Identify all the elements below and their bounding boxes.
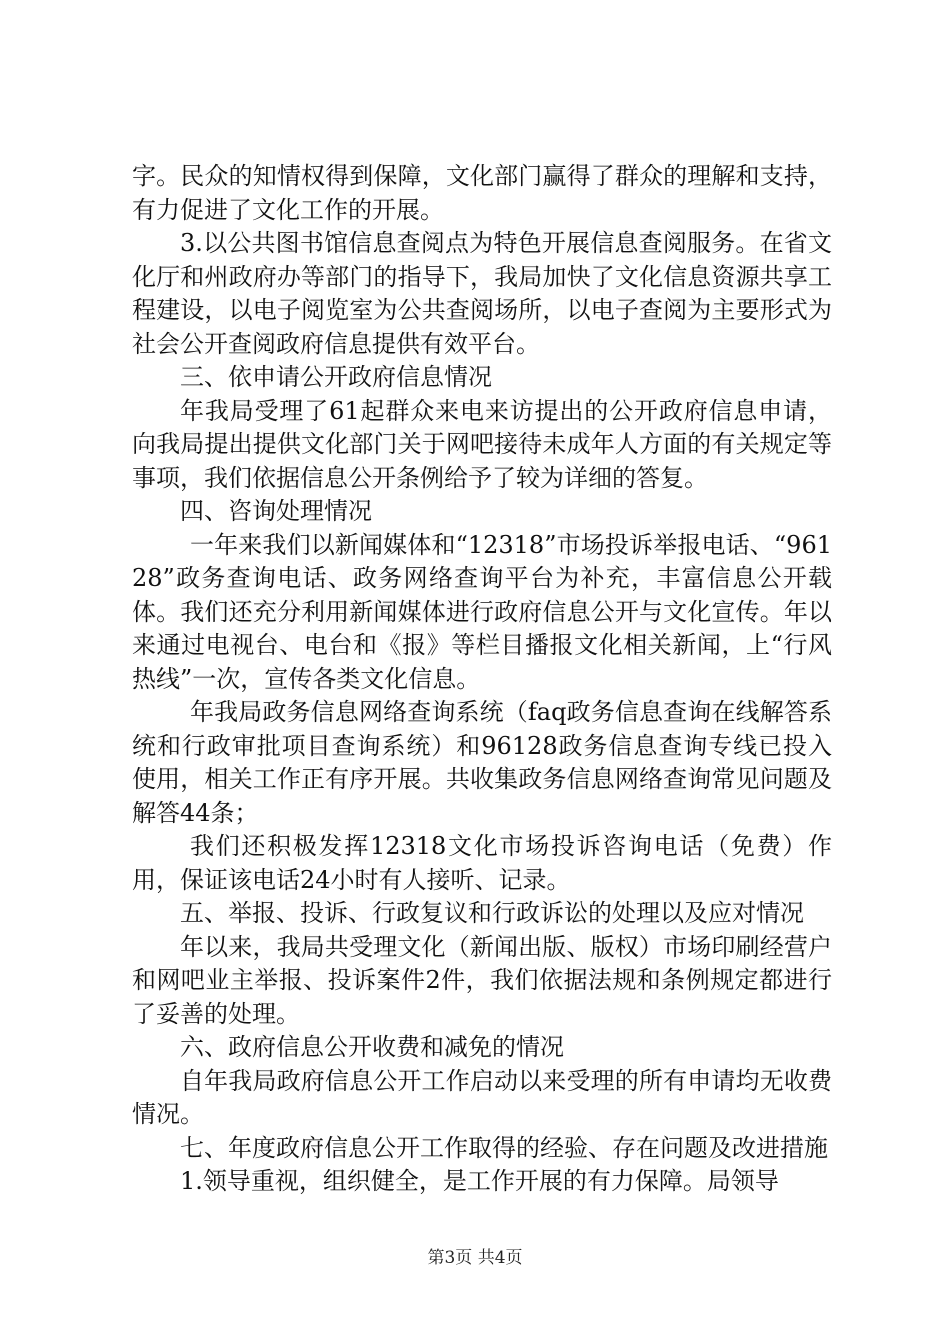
paragraph-1: 字。民众的知情权得到保障，文化部门赢得了群众的理解和支持，有力促进了文化工作的开展。 [132, 162, 832, 224]
paragraph-2: 3.以公共图书馆信息查阅点为特色开展信息查阅服务。在省文化厅和州政府办等部门的指导下，我局加快了文化信息资源共享工程建设，以电子阅览室为公共查阅场所，以电子查阅为主要形式为社会公开查阅政府信息提供有效平台。 [132, 229, 832, 358]
paragraph-14: 1.领导重视，组织健全，是工作开展的有力保障。局领导 [180, 1167, 779, 1195]
paragraph-12: 自年我局政府信息公开工作启动以来受理的所有申请均无收费情况。 [132, 1066, 832, 1128]
paragraph-7: 年我局政务信息网络查询系统（faq政务信息查询在线解答系统和行政审批项目查询系统）和96128政务信息查询专线已投入使用，相关工作正有序开展。共收集政务信息网络查询常见问题及解答44条； [132, 698, 832, 827]
section-heading-3: 三、依申请公开政府信息情况 [180, 363, 492, 391]
section-heading-4: 四、咨询处理情况 [180, 497, 372, 525]
paragraph-10: 年以来，我局共受理文化（新闻出版、版权）市场印刷经营户和网吧业主举报、投诉案件2件，我们依据法规和条例规定都进行了妥善的处理。 [132, 932, 832, 1028]
paragraph-4: 年我局受理了61起群众来电来访提出的公开政府信息申请，向我局提出提供文化部门关于网吧接待未成年人方面的有关规定等事项，我们依据信息公开条例给予了较为详细的答复。 [132, 396, 832, 492]
section-heading-6: 六、政府信息公开收费和减免的情况 [180, 1033, 564, 1061]
section-heading-7: 七、年度政府信息公开工作取得的经验、存在问题及改进措施 [180, 1133, 828, 1162]
paragraph-8: 我们还积极发挥12318文化市场投诉咨询电话（免费）作用，保证该电话24小时有人接听、记录。 [132, 832, 832, 894]
paragraph-6: 一年来我们以新闻媒体和“12318”市场投诉举报电话、“96128”政务查询电话、政务网络查询平台为补充，丰富信息公开载体。我们还充分利用新闻媒体进行政府信息公开与文化宣传。年以来通过电视台、电台和《报》等栏目播报文化相关新闻，上“行风热线”一次，宣传各类文化信息。 [132, 530, 832, 693]
section-heading-5: 五、举报、投诉、行政复议和行政诉讼的处理以及应对情况 [180, 899, 804, 927]
page-number-footer: 第3页 共4页 [427, 1248, 523, 1268]
document-body [132, 160, 832, 1199]
